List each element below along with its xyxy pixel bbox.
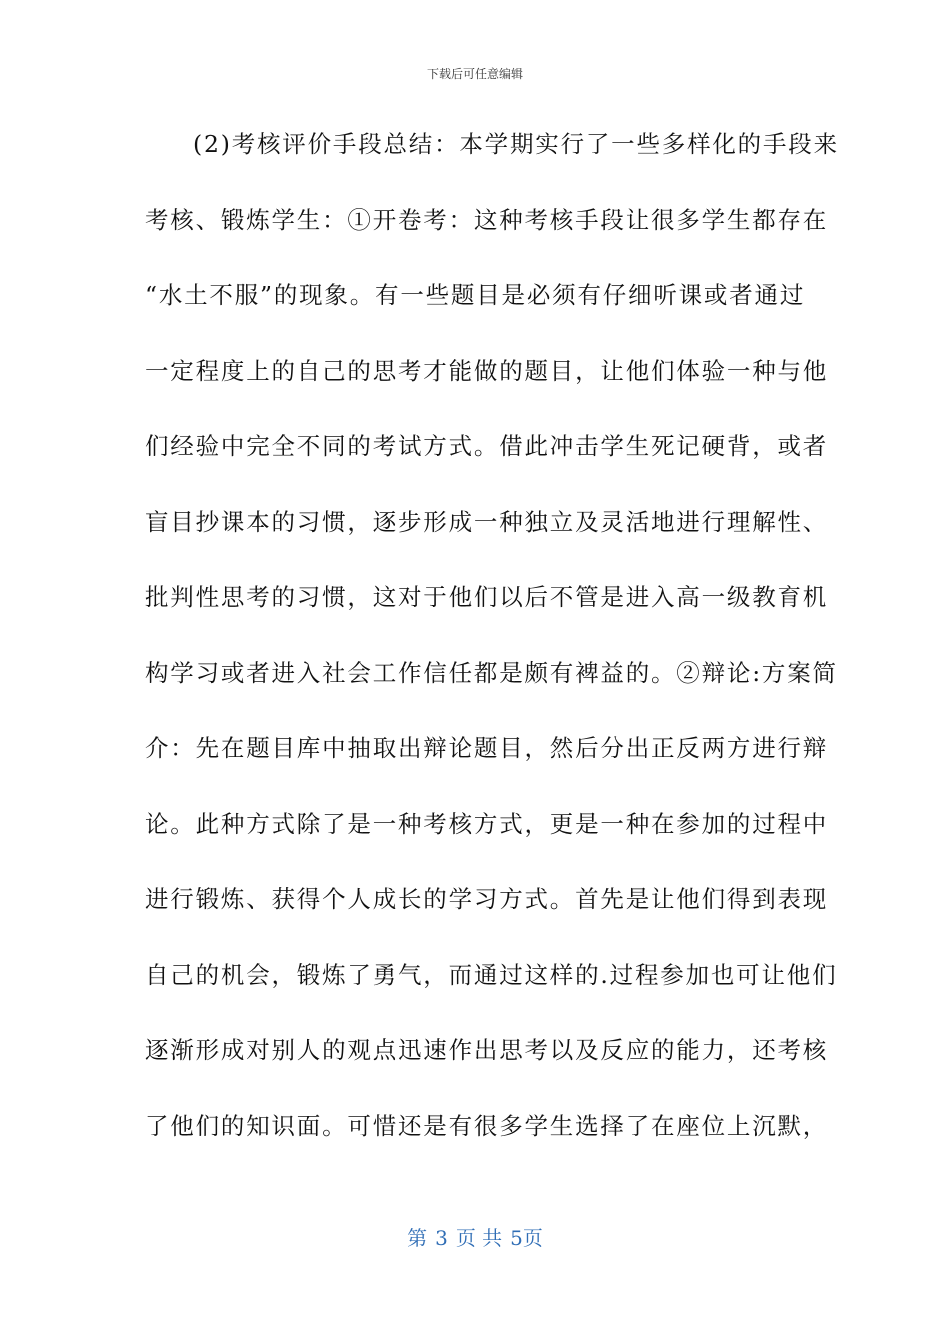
- total-pages: 5页: [510, 1226, 543, 1250]
- paragraph-line: 构学习或者进入社会工作信任都是颇有裨益的。②辩论:方案简: [145, 658, 838, 687]
- paragraph-line: 们经验中完全不同的考试方式。借此冲击学生死记硬背，或者: [145, 432, 829, 460]
- paragraph-line: 一定程度上的自己的思考才能做的题目，让他们体验一种与他: [145, 356, 829, 385]
- paragraph-line: 盲目抄课本的习惯，逐步形成一种独立及灵活地进行理解性、: [145, 507, 829, 536]
- paragraph-line: 介：先在题目库中抽取出辩论题目，然后分出正反两方进行辩: [145, 734, 829, 762]
- document-body: [145, 122, 839, 1179]
- current-page-number: 3: [435, 1226, 448, 1250]
- paragraph-line: 进行锻炼、获得个人成长的学习方式。首先是让他们得到表现: [145, 885, 829, 913]
- paragraph-line: (2)考核评价手段总结：本学期实行了一些多样化的手段来: [193, 130, 839, 158]
- paragraph-line: 自己的机会，锻炼了勇气，而通过这样的.过程参加也可让他们: [145, 960, 838, 989]
- paragraph-line: 了他们的知识面。可惜还是有很多学生选择了在座位上沉默，: [145, 1111, 829, 1140]
- paragraph-line: “水土不服”的现象。有一些题目是必须有仔细听课或者通过: [145, 281, 806, 309]
- page-of-label: 页 共: [455, 1226, 503, 1250]
- page-number-footer: [0, 1224, 950, 1252]
- paragraph-line: 批判性思考的习惯，这对于他们以后不管是进入高一级教育机: [145, 583, 829, 611]
- paragraph-line: 考核、锻炼学生：①开卷考：这种考核手段让很多学生都存在: [145, 205, 829, 234]
- paragraph-line: 逐渐形成对别人的观点迅速作出思考以及反应的能力，还考核: [145, 1036, 829, 1064]
- page-header-note: 下载后可任意编辑: [426, 67, 523, 81]
- paragraph-line: 论。此种方式除了是一种考核方式，更是一种在参加的过程中: [145, 809, 829, 838]
- page-label: 第: [407, 1226, 428, 1250]
